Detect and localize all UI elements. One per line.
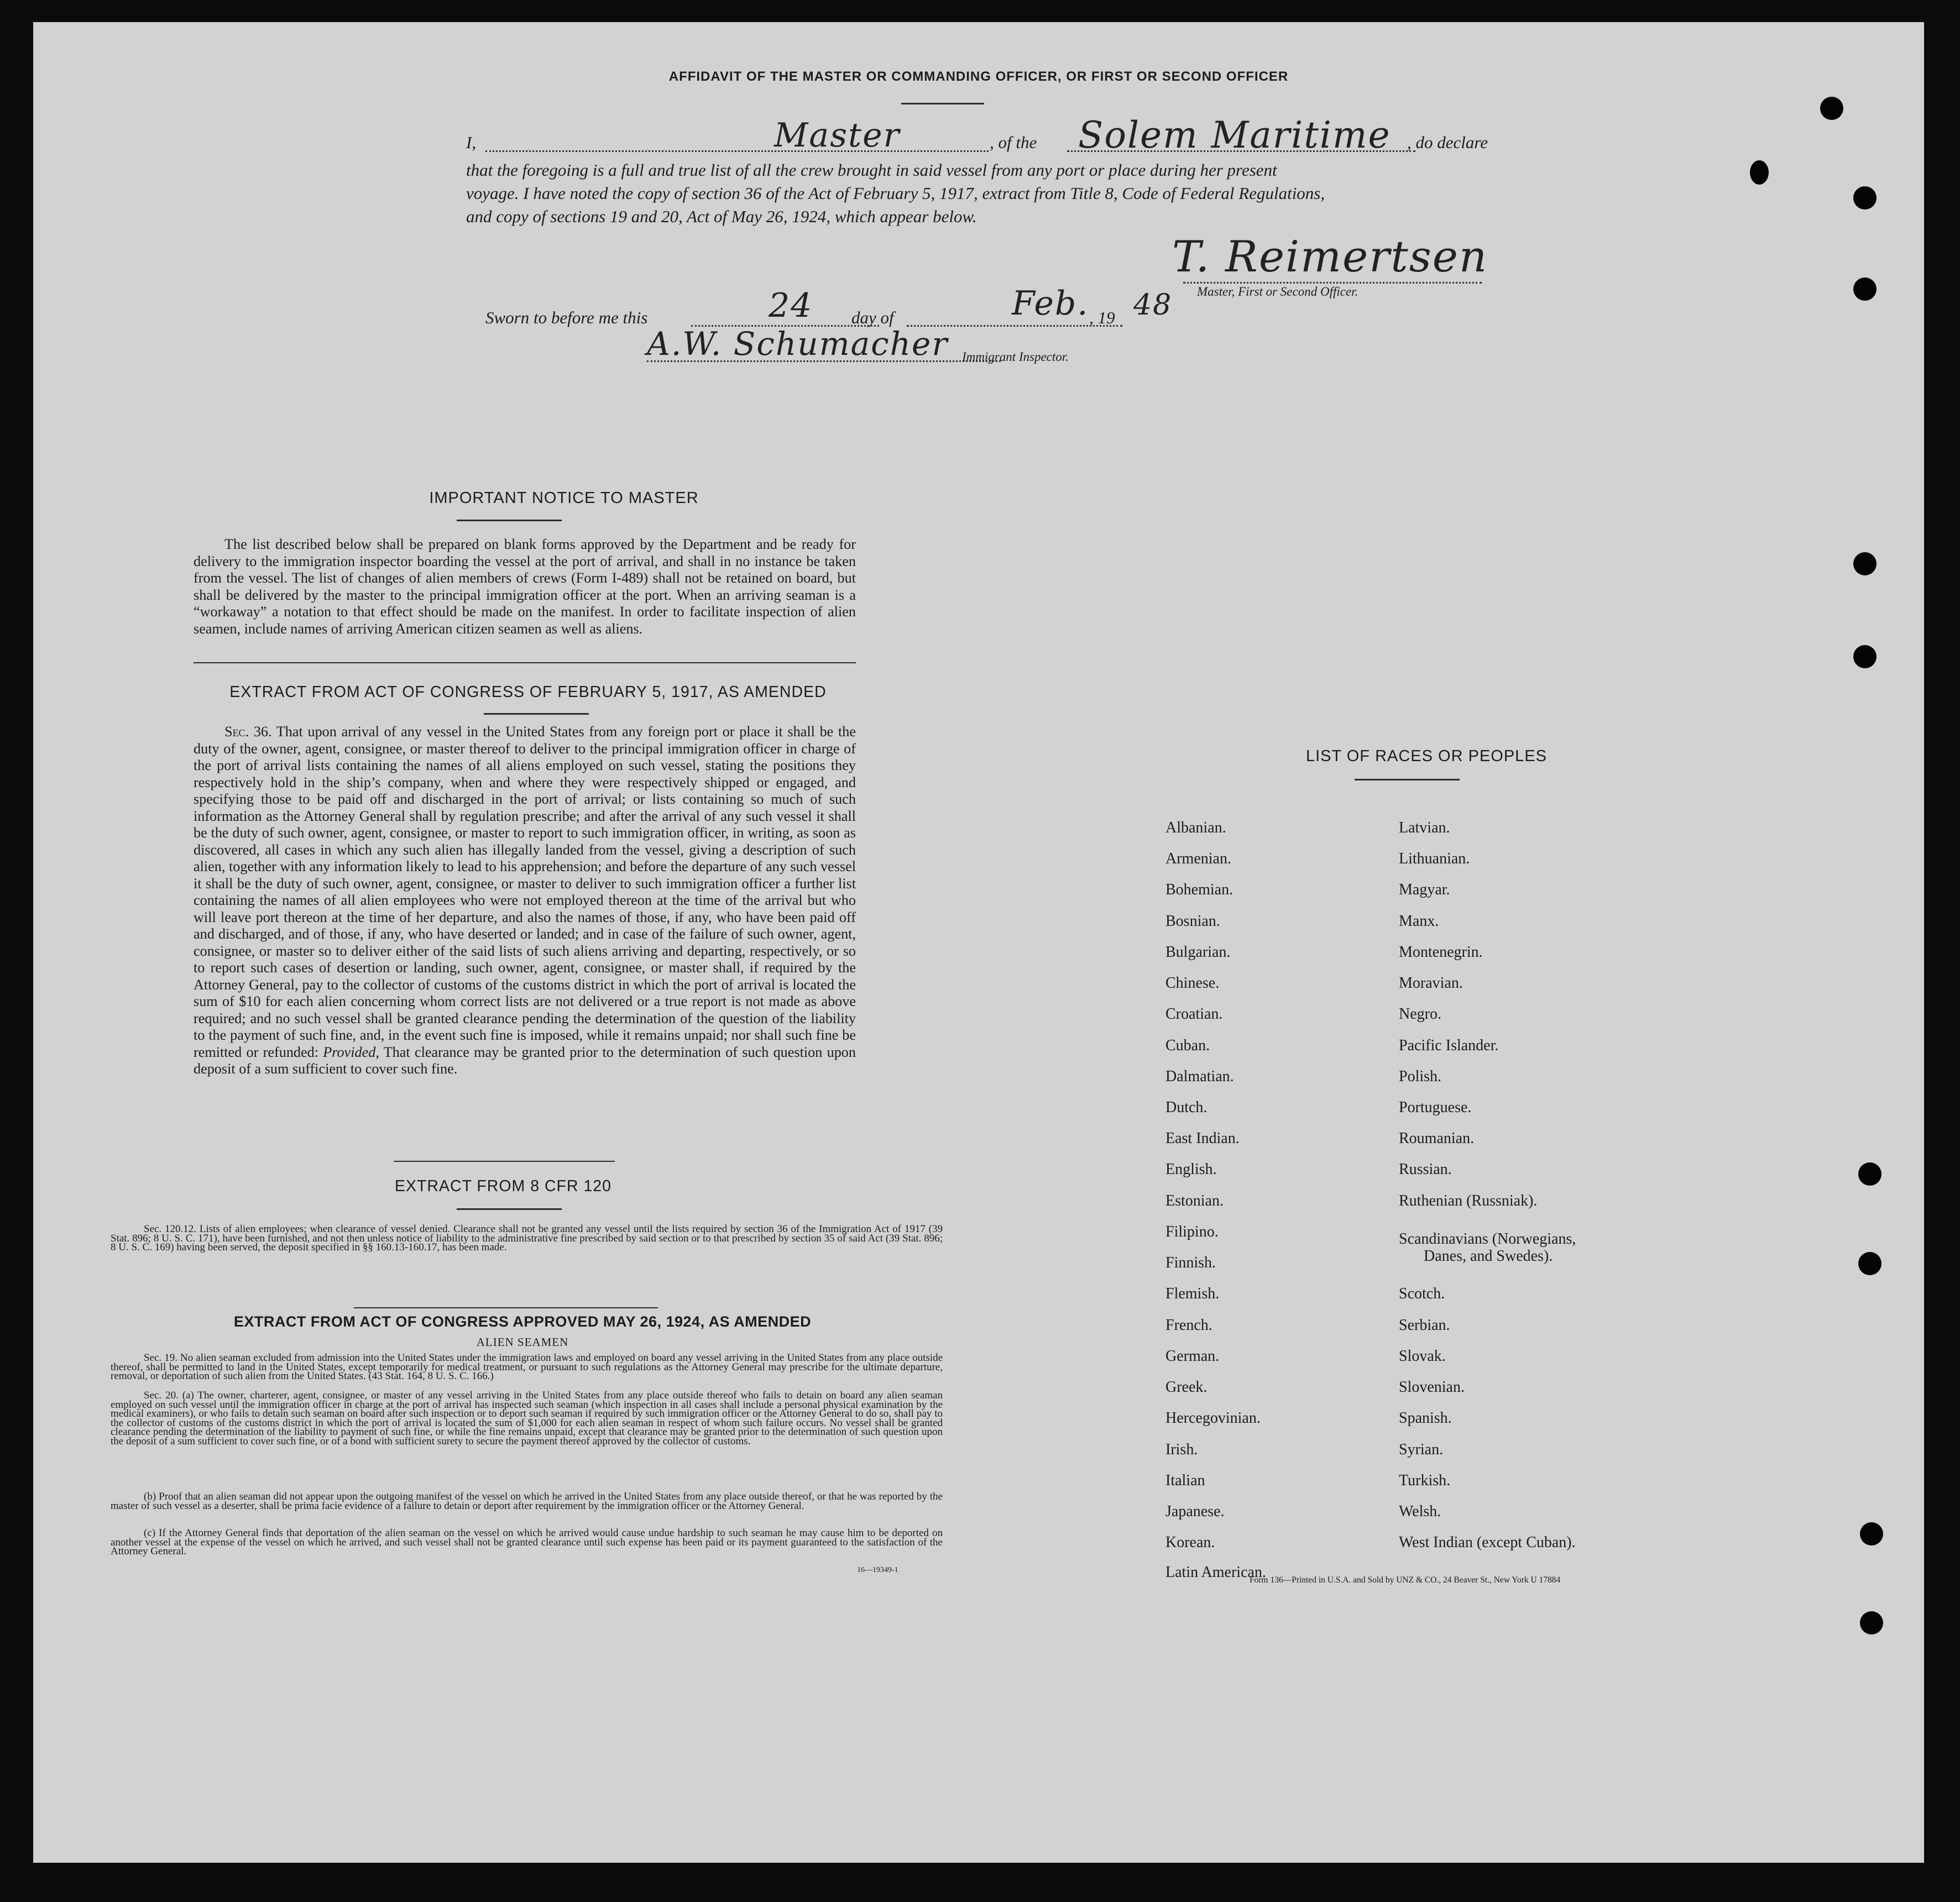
race-item: Irish. (1165, 1441, 1198, 1458)
handwritten-vessel: Solem Maritime (1078, 114, 1391, 156)
race-item: Dutch. (1165, 1099, 1208, 1116)
sec-20b-text: (b) Proof that an alien seaman did not appear upon the outgoing manifest of the vessel on which he arrived in the United States from any place outside thereof, or that he was reported by the master of such vessel as a deserter, shall be prima facie evidence of a failure to detain or deport after requirement by the immigration officer or the Attorney General. (111, 1491, 943, 1512)
race-item: Filipino. (1165, 1223, 1219, 1240)
sec-36-text: That upon arrival of any vessel in the United States from any foreign port or place it shall be the duty of the owner, agent, consignee, or master thereof to deliver to the principal immigration officer in charge of the port of arrival lists containing the names of all aliens employed on such vessel, stating the positions they respectively hold in the ship’s company, when and where they were respectively shipped or engaged, and specifying those to be paid off and discharged in the port of arrival; or lists containing so much of such information as the Attorney General shall by regulation prescribe; and after the arrival of any such vessel it shall be the duty of such owner, agent, consignee, or master to report to such immigration officer, in writing, as soon as discovered, all cases in which any such alien has illegally landed from the vessel, giving a description of such alien, together with any information likely to lead to his apprehension; and before the departure of any such vessel it shall be the duty of such owner, agent, consignee, or master to deliver to such immigration officer a further list containing the names of all alien employees who were not employed thereon at the time of the arrival but who will leave port thereon at the time of her departure, and also the names of those, if any, who have been paid off and discharged, and of those, if any, who have deserted or landed; and in case of the failure of such owner, agent, consignee, or master so to deliver either of the said lists of such aliens arriving and departing, respectively, or so to report such cases of desertion or landing, such owner, agent, consignee, or master shall, if required by the Attorney General, pay to the collector of customs of the customs district in which the port of arrival is located the sum of $10 for each alien concerning whom correct lists are not delivered or a true report is not made as above required; and no such vessel shall be granted clearance pending the determination of the question of the liability to the payment of such fine, and, in the event such fine is imposed, while it remains unpaid; nor shall such fine be remitted or refunded: (194, 724, 856, 1060)
declaration-line-3: voyage. I have noted the copy of section 36 of the Act of February 5, 1917, extract from Title 8, Code of Federal Regulations, (466, 184, 1325, 203)
sworn-month: Feb. (1012, 284, 1089, 323)
notice-body: The list described below shall be prepared on blank forms approved by the Department and be ready for delivery to the immigration inspector boarding the vessel at the port of arrival, and shall in no instance be taken from the vessel. The list of changes of alien members of crews (Form I-489) shall not be retained on board, but shall be delivered by the master to the principal immigration officer at the port. When an arriving seaman is a “workaway” a notation to that effect should be made on the manifest. In order to facilitate inspection of alien seamen, include names of arriving American citizen seamen as well as aliens. (194, 536, 856, 637)
race-item: Chinese. (1165, 974, 1220, 992)
race-item: Slovak. (1399, 1348, 1446, 1365)
sec-20a-text: Sec. 20. (a) The owner, charterer, agent, consignee, or master of any vessel arriving in the United States from any place outside thereof who fails to detain on board any alien seaman employed on such vessel until the immigration officer in charge at the port of arrival has inspected such seaman (which inspection in all cases shall include a personal physical examination by the medical examiners), or who fails to detain such seaman on board after such inspection or to deport such seaman if required by such immigration officer or the Attorney General to do so, shall pay to the collector of customs of the customs district in which the port of arrival is located the sum of $1,000 for each alien seaman in respect of whom such failure occurs. No vessel shall be granted clearance pending the determination of the liability to payment of such fine, or while the fine remains unpaid, except that clearance may be granted prior to the determination of such question upon the deposit of a sum sufficient to cover such fine, or of a bond with sufficient surety to secure the payment thereof approved by the collector of customs. (111, 1390, 943, 1447)
notice-title: IMPORTANT NOTICE TO MASTER (429, 489, 699, 507)
race-item: Greek. (1165, 1379, 1208, 1396)
extract-1917-body (194, 724, 856, 1078)
race-item: Negro. (1399, 1005, 1441, 1023)
race-item: Bosnian. (1165, 913, 1220, 930)
race-item: Syrian. (1399, 1441, 1444, 1458)
binder-hole (1820, 97, 1843, 120)
race-item: French. (1165, 1317, 1212, 1334)
race-item: Slovenian. (1399, 1379, 1465, 1396)
binder-hole (1750, 160, 1769, 185)
race-item: Pacific Islander. (1399, 1037, 1499, 1054)
sec-36-label: Sec. 36. (224, 724, 272, 740)
binder-hole (1853, 186, 1877, 209)
binder-hole (1853, 277, 1877, 301)
race-item: Scandinavians (Norwegians, (1399, 1230, 1576, 1248)
form-code: 16—19349-1 (857, 1566, 898, 1574)
race-item: Moravian. (1399, 974, 1463, 992)
printer-note: Form 136—Printed in U.S.A. and Sold by UNZ & CO., 24 Beaver St., New York U 17884 (1250, 1575, 1561, 1585)
declare-label: , do declare (1407, 133, 1488, 152)
race-item: Finnish. (1165, 1254, 1216, 1271)
race-item: Bohemian. (1165, 881, 1234, 898)
race-item: Italian (1165, 1472, 1205, 1489)
alien-seamen-subtitle: ALIEN SEAMEN (476, 1335, 569, 1349)
sworn-year: 48 (1133, 289, 1173, 322)
sworn-day: 24 (769, 286, 813, 325)
race-item: Serbian. (1399, 1317, 1450, 1334)
extract-cfr-title: EXTRACT FROM 8 CFR 120 (394, 1177, 612, 1195)
of-the-label: , of the (990, 133, 1037, 152)
section-rule-1 (194, 662, 856, 663)
race-item: Korean. (1165, 1534, 1215, 1551)
affidavit-title: AFFIDAVIT OF THE MASTER OR COMMANDING OFFICER, OR FIRST OR SECOND OFFICER (668, 69, 1289, 84)
declaration-line-2: that the foregoing is a full and true list of all the crew brought in said vessel from any port or place during her present (466, 160, 1277, 180)
race-item: Albanian. (1165, 819, 1226, 836)
race-item: Armenian. (1165, 850, 1231, 867)
binder-hole (1860, 1611, 1883, 1634)
binder-hole (1858, 1252, 1881, 1275)
race-item: West Indian (except Cuban). (1399, 1534, 1576, 1551)
title-divider (901, 103, 984, 104)
race-item: Spanish. (1399, 1410, 1452, 1427)
year-label: , 19 (1089, 308, 1115, 327)
extract-1924-title: EXTRACT FROM ACT OF CONGRESS APPROVED MAY 26, 1924, AS AMENDED (233, 1313, 812, 1330)
sec-19-text: Sec. 19. No alien seaman excluded from admission into the United States under the immigration laws and employed on board any vessel arriving in the United States from any place outside thereof, shall be permitted to land in the United States, except temporarily for medical treatment, or pursuant to such regulations as the Attorney General may prescribe for the ultimate departure, removal, or deportation of such alien from the United States. (43 Stat. 164, 8 U. S. C. 166.) (111, 1352, 943, 1382)
race-item: English. (1165, 1161, 1217, 1178)
inspector-signature: A.W. Schumacher (647, 325, 949, 363)
races-divider (1355, 779, 1460, 780)
race-item: Croatian. (1165, 1005, 1223, 1023)
binder-hole (1853, 552, 1877, 575)
race-item: Latvian. (1399, 819, 1450, 836)
extract-1917-divider (484, 713, 589, 715)
extract-cfr-divider (457, 1208, 562, 1210)
binder-hole (1853, 645, 1877, 668)
race-item: German. (1165, 1348, 1220, 1365)
race-item: East Indian. (1165, 1130, 1240, 1147)
race-item: Bulgarian. (1165, 944, 1231, 961)
inspector-blank (647, 360, 1001, 362)
race-item: Dalmatian. (1165, 1068, 1234, 1085)
sec-36-end: That clearance may be granted prior to the determination of such question upon deposit of a sum sufficient to cover such fine. (194, 1044, 856, 1077)
binder-hole (1858, 1162, 1881, 1186)
notice-divider (457, 520, 562, 521)
race-item: Ruthenian (Russniak). (1399, 1192, 1538, 1209)
name-blank (485, 150, 989, 152)
signature-caption: Master, First or Second Officer. (1197, 285, 1358, 298)
handwritten-name: Master (774, 116, 901, 155)
race-item: Lithuanian. (1399, 850, 1470, 867)
race-item: Turkish. (1399, 1472, 1451, 1489)
race-item: Flemish. (1165, 1285, 1220, 1302)
race-item: Cuban. (1165, 1037, 1210, 1054)
race-item: Portuguese. (1399, 1099, 1472, 1116)
signature-blank (1183, 282, 1482, 284)
document-page (33, 22, 1924, 1863)
day-of-label: day of (851, 308, 894, 327)
declaration-line-4: and copy of sections 19 and 20, Act of May 26, 1924, which appear below. (466, 207, 977, 226)
extract-cfr-body: Sec. 120.12. Lists of alien employees; when clearance of vessel denied. Clearance shall not be granted any vessel until the lists required by section 36 of the Immigration Act of 1917 (39 Stat. 896; 8 U. S. C. 171), have been furnished, and not then unless notice of liability to the administrative fine prescribed by said section or to that prescribed by section 35 of said Act (39 Stat. 896; 8 U. S. C. 169) having been served, the deposit specified in §§ 160.13-160.17, has been made. (111, 1223, 943, 1253)
race-item: Welsh. (1399, 1503, 1441, 1520)
race-item: Montenegrin. (1399, 944, 1483, 961)
section-rule-2 (394, 1161, 615, 1162)
section-rule-3 (354, 1307, 658, 1308)
race-item: Manx. (1399, 913, 1439, 930)
race-item: Scotch. (1399, 1285, 1445, 1302)
race-item: Polish. (1399, 1068, 1442, 1085)
race-item: Danes, and Swedes). (1424, 1248, 1553, 1265)
race-item: Roumanian. (1399, 1130, 1475, 1147)
sec-20c-text: (c) If the Attorney General finds that deportation of the alien seaman on the vessel on which he arrived would cause undue hardship to such seaman he may cause him to be deported on another vessel at the expense of the vessel on which he arrived, and such vessel shall not be granted clearance until such expense has been paid or its payment guaranteed to the satisfaction of the Attorney General. (111, 1527, 943, 1557)
race-item: Estonian. (1165, 1192, 1224, 1209)
race-item: Magyar. (1399, 881, 1450, 898)
binder-hole (1860, 1522, 1883, 1545)
races-title: LIST OF RACES OR PEOPLES (1305, 747, 1548, 765)
master-signature: T. Reimertsen (1172, 232, 1488, 282)
provided-word: Provided, (323, 1044, 379, 1060)
race-item: Latin American. (1165, 1564, 1266, 1581)
declarant-prefix: I, (466, 133, 477, 152)
sworn-prefix: Sworn to before me this (485, 308, 648, 327)
inspector-caption: Immigrant Inspector. (962, 350, 1069, 364)
race-item: Russian. (1399, 1161, 1452, 1178)
race-item: Japanese. (1165, 1503, 1225, 1520)
race-item: Hercegovinian. (1165, 1410, 1261, 1427)
extract-1917-title: EXTRACT FROM ACT OF CONGRESS OF FEBRUARY 5, 1917, AS AMENDED (229, 683, 827, 701)
